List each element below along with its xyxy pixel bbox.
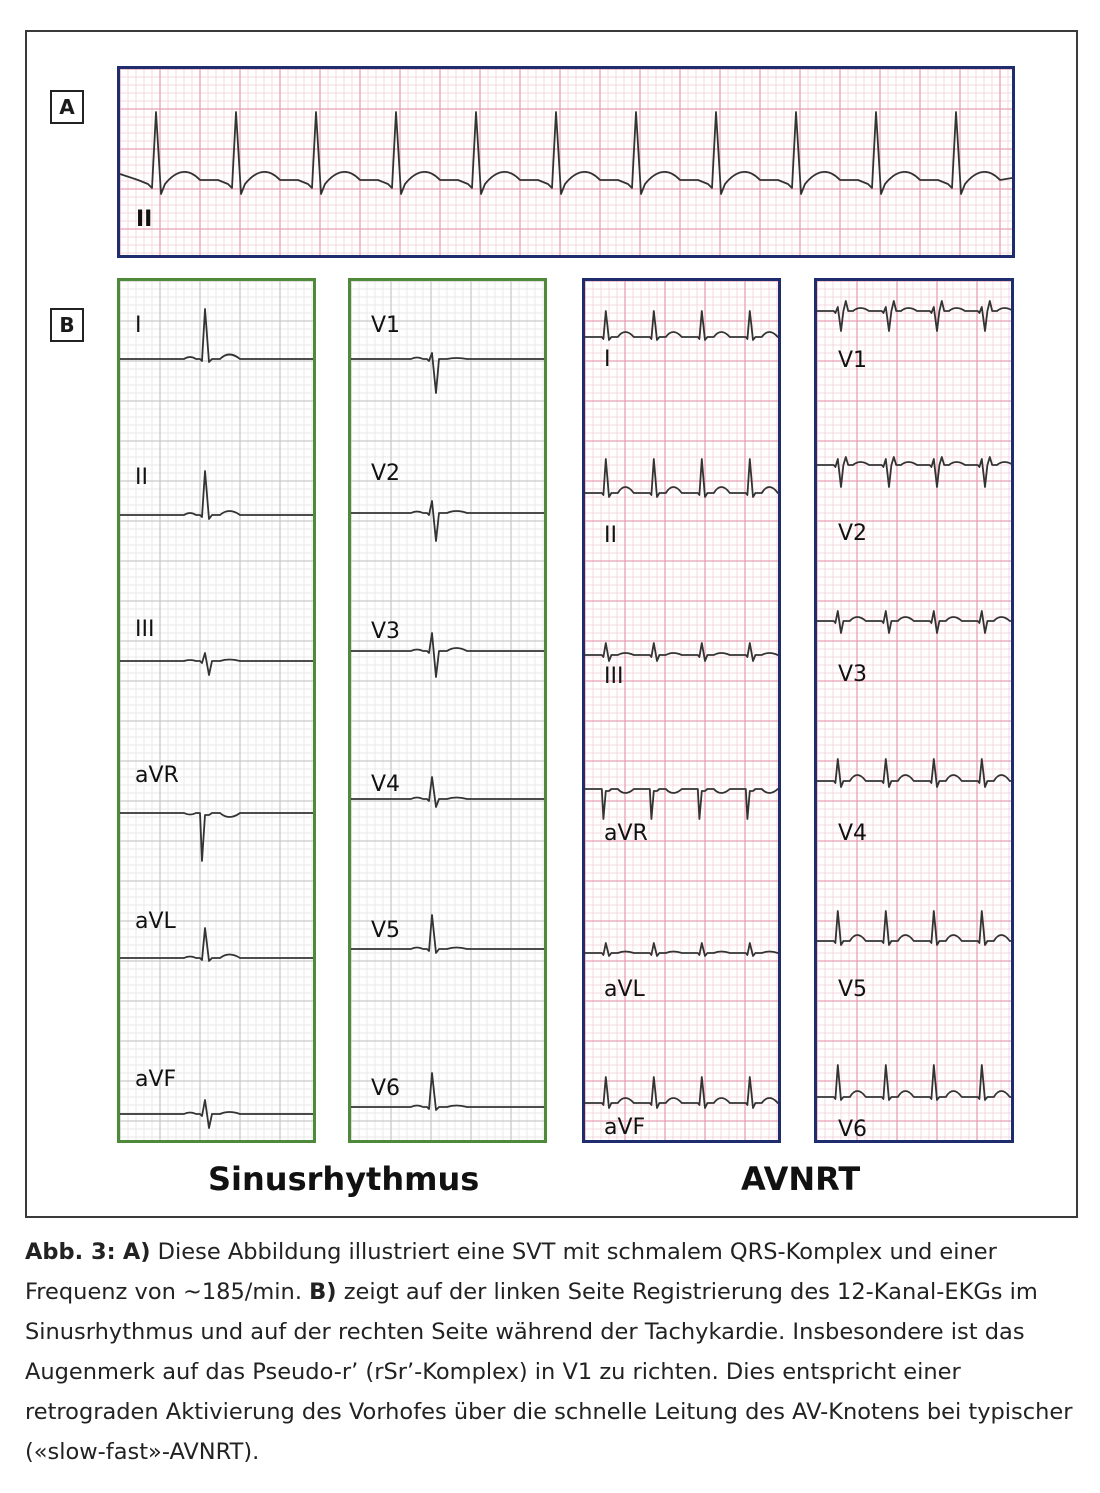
ecg-grid-and-trace	[585, 281, 778, 1140]
lead-label-sinus-avf: aVF	[135, 1067, 177, 1092]
caption-part-b-label: B)	[309, 1279, 337, 1305]
lead-label-sinus-v6: V6	[371, 1076, 401, 1101]
sinus-title: Sinusrhythmus	[208, 1160, 480, 1198]
ecg-trace	[817, 759, 1011, 787]
ecg-grid-minor	[120, 281, 313, 1140]
lead-label-avnrt-i: I	[604, 347, 611, 372]
ecg-trace	[120, 653, 313, 675]
lead-label-avnrt-iii: III	[604, 664, 624, 689]
lead-label-avnrt-ii: II	[604, 523, 617, 548]
ecg-trace	[817, 301, 1011, 331]
rhythm-strip-lead-label: II	[136, 207, 153, 232]
avnrt-title: AVNRT	[741, 1160, 861, 1198]
ecg-trace	[585, 311, 778, 340]
ecg-trace	[120, 471, 313, 519]
caption-part-b-text: zeigt auf der linken Seite Registrierung des 12-Kanal-EKGs im Sinusrhythmus und auf der rechten Seite während der Tachykardie. Insbesondere ist das Augenmerk auf das Pseudo-r’ (rSr’-Komplex) in V1 zu richten. Dies entspricht einer retrograden Aktivierung des Vorhofes über die schnelle Leitung des AV-Knotens bei typischer («slow-fast»-AVNRT).	[25, 1279, 1073, 1465]
lead-label-sinus-v5: V5	[371, 918, 401, 943]
ecg-trace	[585, 789, 778, 819]
lead-label-sinus-ii: II	[135, 465, 148, 490]
sinus-chest-leads-panel	[348, 278, 547, 1143]
ecg-grid-major	[585, 281, 778, 1140]
lead-label-avnrt-avf: aVF	[604, 1115, 646, 1140]
ecg-trace	[817, 911, 1011, 945]
lead-label-sinus-avl: aVL	[135, 909, 176, 934]
lead-label-avnrt-v2: V2	[838, 521, 868, 546]
caption-part-a-text: Diese Abbildung illustriert eine SVT mit schmalem QRS-Komplex und einer Frequenz von ~185/min.	[25, 1239, 997, 1305]
ecg-grid-and-trace	[351, 281, 544, 1140]
rhythm-strip-lead-ii	[117, 66, 1015, 258]
lead-label-avnrt-v3: V3	[838, 662, 868, 687]
ecg-grid-major	[120, 281, 313, 1140]
ecg-trace	[120, 813, 313, 861]
lead-label-sinus-i: I	[135, 313, 142, 338]
ecg-grid-minor	[585, 281, 778, 1140]
ecg-grid-and-trace	[120, 69, 1012, 255]
lead-label-avnrt-avl: aVL	[604, 977, 645, 1002]
avnrt-chest-leads-panel	[814, 278, 1014, 1143]
ecg-grid-and-trace	[120, 281, 313, 1140]
ecg-trace	[817, 611, 1011, 633]
ecg-grid-minor	[817, 281, 1011, 1140]
lead-label-avnrt-v4: V4	[838, 821, 868, 846]
ecg-trace	[585, 643, 778, 661]
ecg-trace	[120, 112, 1012, 194]
ecg-grid-minor	[351, 281, 544, 1140]
panel-label-b: B	[50, 308, 84, 342]
ecg-grid-and-trace	[817, 281, 1011, 1140]
panel-label-a: A	[50, 90, 84, 124]
lead-label-avnrt-v1: V1	[838, 348, 868, 373]
lead-label-sinus-v1: V1	[371, 313, 401, 338]
lead-label-avnrt-v5: V5	[838, 977, 868, 1002]
ecg-grid-major	[817, 281, 1011, 1140]
lead-label-sinus-v4: V4	[371, 772, 401, 797]
sinus-limb-leads-panel	[117, 278, 316, 1143]
ecg-grid-major	[351, 281, 544, 1140]
lead-label-avnrt-avr: aVR	[604, 821, 648, 846]
caption-part-a-label: A)	[122, 1239, 151, 1265]
ecg-trace	[351, 353, 544, 393]
ecg-trace	[817, 1065, 1011, 1100]
ecg-trace	[817, 457, 1011, 487]
lead-label-sinus-v3: V3	[371, 619, 401, 644]
lead-label-sinus-iii: III	[135, 617, 155, 642]
avnrt-limb-leads-panel	[582, 278, 781, 1143]
ecg-trace	[120, 309, 313, 362]
lead-label-sinus-avr: aVR	[135, 763, 179, 788]
ecg-trace	[120, 1100, 313, 1128]
caption-label: Abb. 3:	[25, 1239, 116, 1265]
lead-label-avnrt-v6: V6	[838, 1117, 868, 1142]
lead-label-sinus-v2: V2	[371, 461, 401, 486]
figure-caption	[25, 1232, 1080, 1472]
